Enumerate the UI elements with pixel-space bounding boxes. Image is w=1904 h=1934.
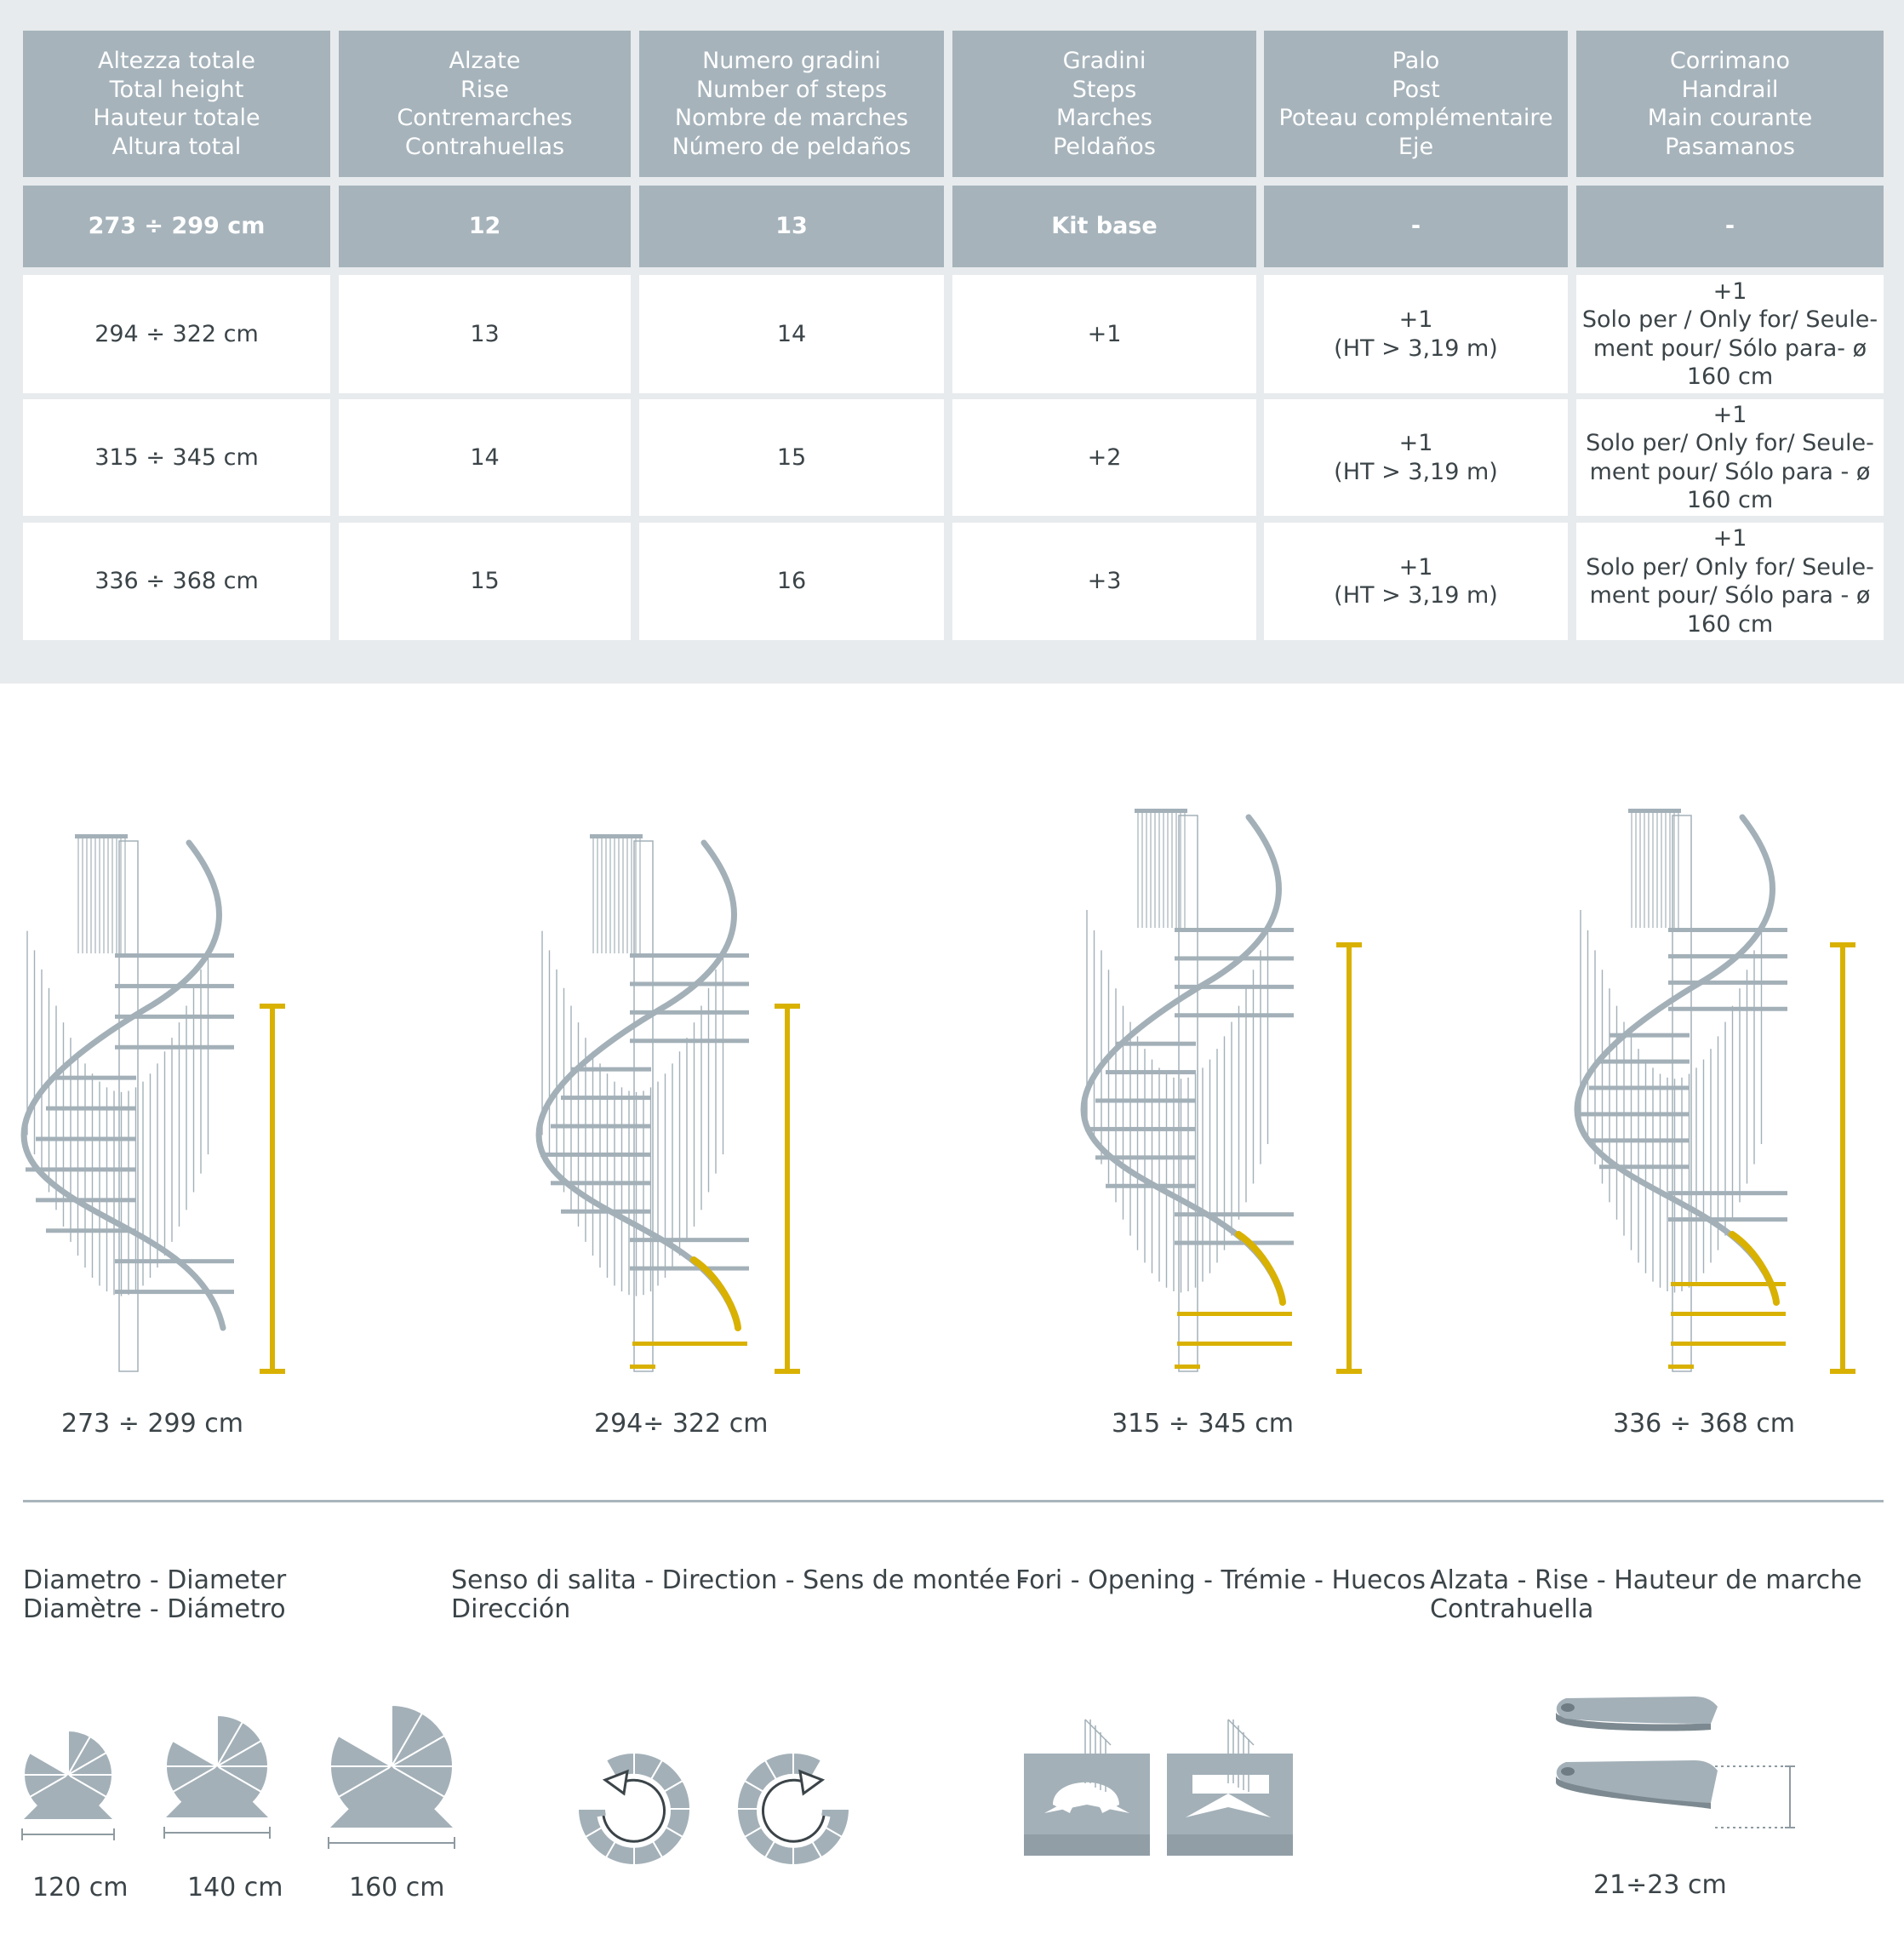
opening-icons [1017, 1715, 1298, 1885]
lower-step-icon [1556, 1760, 1718, 1809]
table-header-cell: Gradini Steps Marches Peldaños [952, 31, 1256, 177]
counterclockwise-icon [578, 1753, 690, 1865]
diameter-size-120: 120 cm [32, 1873, 129, 1903]
table-cell: +1 (HT > 3,19 m) [1264, 399, 1568, 516]
round-opening-icon [1024, 1719, 1150, 1856]
rise-value: 21÷23 cm [1593, 1870, 1727, 1900]
table-cell: 15 [339, 523, 631, 640]
table-base-cell: 273 ÷ 299 cm [23, 186, 330, 267]
figure-label-1: 273 ÷ 299 cm [61, 1409, 243, 1439]
section-divider [23, 1500, 1884, 1502]
diameter-title: Diametro - Diameter Diamètre - Diámetro [23, 1565, 287, 1624]
table-cell: +1 Solo per / Only for/ Seule- ment pour/ Sólo para- ø 160 cm [1576, 275, 1884, 393]
table-cell: +1 (HT > 3,19 m) [1264, 275, 1568, 393]
height-bar-icon [260, 1006, 285, 1371]
diameter-size-140: 140 cm [187, 1873, 283, 1903]
staircase-diagrams [0, 766, 1904, 1447]
clockwise-icon [737, 1753, 849, 1865]
table-header-cell: Numero gradini Number of steps Nombre de marches Número de peldaños [639, 31, 944, 177]
table-cell: 16 [639, 523, 944, 640]
staircase-diagram-icon [1577, 809, 1855, 1371]
table-cell: +1 Solo per/ Only for/ Seule- ment pour/ Sólo para - ø 160 cm [1576, 523, 1884, 640]
diameter-icons [0, 1702, 451, 1873]
table-cell: 294 ÷ 322 cm [23, 275, 330, 393]
table-cell: 336 ÷ 368 cm [23, 523, 330, 640]
direction-icons [562, 1719, 902, 1890]
spec-table [0, 0, 1904, 684]
table-base-cell: 12 [339, 186, 631, 267]
table-cell: +2 [952, 399, 1256, 516]
staircase-diagram-icon [24, 834, 285, 1371]
height-bar-icon [1830, 945, 1855, 1371]
table-cell: +1 (HT > 3,19 m) [1264, 523, 1568, 640]
table-cell: 14 [339, 399, 631, 516]
height-bar-icon [775, 1006, 800, 1371]
rise-title: Alzata - Rise - Hauteur de marche Contrahuella [1430, 1565, 1862, 1624]
table-base-cell: Kit base [952, 186, 1256, 267]
figure-label-3: 315 ÷ 345 cm [1112, 1409, 1294, 1439]
table-header-cell: Alzate Rise Contremarches Contrahuellas [339, 31, 631, 177]
diameter-size-160: 160 cm [349, 1873, 445, 1903]
table-base-cell: - [1264, 186, 1568, 267]
diameter-160-icon [329, 1705, 455, 1849]
diameter-140-icon [164, 1715, 270, 1839]
table-base-cell: - [1576, 186, 1884, 267]
table-cell: +3 [952, 523, 1256, 640]
staircase-diagram-icon [539, 834, 800, 1371]
square-opening-icon [1167, 1719, 1293, 1856]
opening-title: Fori - Opening - Trémie - Huecos [1015, 1565, 1426, 1595]
table-base-cell: 13 [639, 186, 944, 267]
table-header-cell: Palo Post Poteau complémentaire Eje [1264, 31, 1568, 177]
upper-step-icon [1556, 1697, 1718, 1731]
table-cell: 14 [639, 275, 944, 393]
figure-label-4: 336 ÷ 368 cm [1613, 1409, 1795, 1439]
table-header-cell: Corrimano Handrail Main courante Pasamanos [1576, 31, 1884, 177]
table-cell: 13 [339, 275, 631, 393]
rise-step-icon [1549, 1681, 1821, 1843]
table-cell: 15 [639, 399, 944, 516]
diameter-120-icon [22, 1731, 114, 1840]
table-cell: 315 ÷ 345 cm [23, 399, 330, 516]
staircase-diagram-icon [1084, 809, 1362, 1371]
direction-title: Senso di salita - Direction - Sens de montée - Dirección [451, 1565, 1028, 1624]
table-header-cell: Altezza totale Total height Hauteur totale Altura total [23, 31, 330, 177]
table-cell: +1 [952, 275, 1256, 393]
height-bar-icon [1336, 945, 1362, 1371]
figure-label-2: 294÷ 322 cm [594, 1409, 769, 1439]
table-cell: +1 Solo per/ Only for/ Seule- ment pour/ Sólo para - ø 160 cm [1576, 399, 1884, 516]
